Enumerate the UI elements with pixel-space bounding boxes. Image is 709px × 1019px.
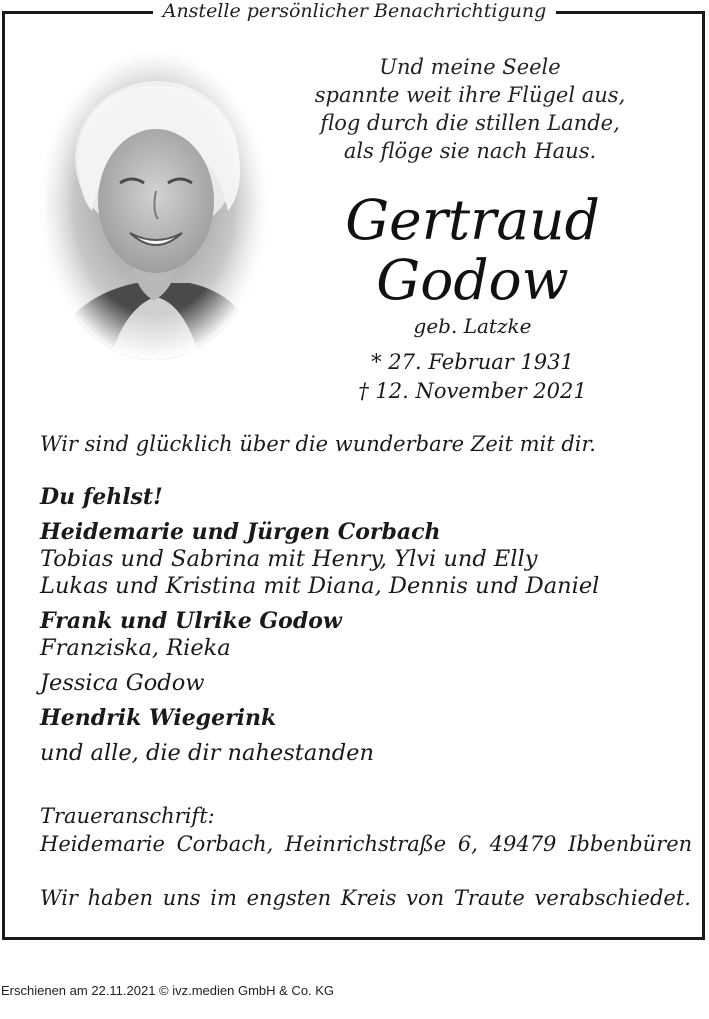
birth-name: geb. Latzke: [413, 314, 532, 338]
mourning-address: [40, 802, 692, 858]
first-name: Gertraud: [345, 188, 600, 252]
portrait-photo: [40, 51, 268, 360]
family-member-line: Franziska, Rieka: [40, 635, 231, 661]
deceased-name: [305, 190, 640, 310]
family-head: Heidemarie und Jürgen Corbach: [40, 519, 441, 545]
publication-footer: Erschienen am 22.11.2021 © ivz.medien GmbH & Co. KG: [1, 983, 335, 998]
poem-line: flog durch die stillen Lande,: [320, 111, 620, 135]
life-dates: [305, 348, 640, 406]
last-name: Godow: [376, 248, 569, 312]
poem-line: spannte weit ihre Flügel aus,: [314, 83, 626, 107]
family-member-line: Tobias und Sabrina mit Henry, Ylvi und Elly: [40, 546, 538, 572]
birth-date: * 27. Februar 1931: [371, 350, 574, 374]
family-head: Frank und Ulrike Godow: [40, 608, 342, 634]
farewell-text: Wir haben uns im engsten Kreis von Traute verabschiedet.: [40, 886, 691, 910]
gratitude-text: Wir sind glücklich über die wunderbare Zeit mit dir.: [40, 432, 596, 456]
mourners-list: [40, 484, 690, 767]
portrait-illustration: [40, 51, 268, 360]
poem-line: als flöge sie nach Haus.: [343, 139, 597, 163]
header-text: Anstelle persönlicher Benachrichtigung: [153, 0, 557, 22]
notice-header: [0, 0, 709, 22]
poem-line: Und meine Seele: [379, 55, 561, 79]
mourner-name: Hendrik Wiegerink: [40, 705, 277, 731]
intro-line: Du fehlst!: [40, 484, 163, 510]
closing-line: und alle, die dir nahestanden: [40, 740, 374, 766]
mourner-name: Jessica Godow: [40, 670, 205, 696]
address-label: Traueranschrift:: [40, 804, 215, 828]
poem: [305, 53, 635, 165]
death-date: † 12. November 2021: [358, 379, 587, 403]
address-line: Heidemarie Corbach, Heinrichstraße 6, 49479 Ibbenbüren: [40, 832, 693, 856]
family-member-line: Lukas und Kristina mit Diana, Dennis und Daniel: [40, 573, 600, 599]
